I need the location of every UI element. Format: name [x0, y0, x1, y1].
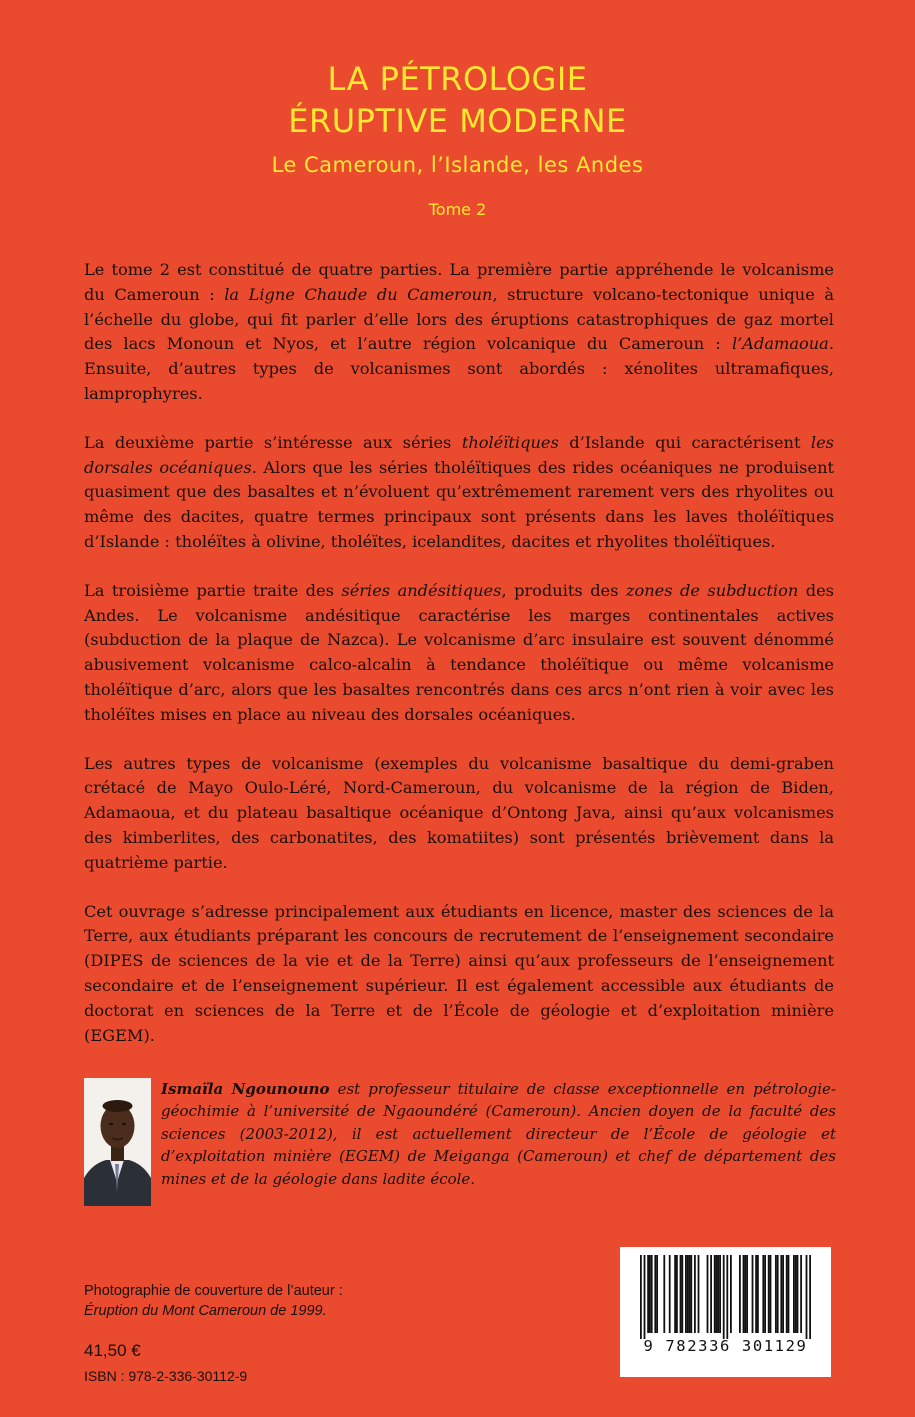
barcode-bar	[800, 1255, 802, 1333]
isbn: ISBN : 978-2-336-30112-9	[84, 1368, 248, 1384]
barcode-bar	[676, 1255, 678, 1333]
barcode-bar	[730, 1255, 732, 1333]
barcode-bar	[649, 1255, 651, 1333]
barcode-bar	[707, 1255, 709, 1333]
barcode-bar	[680, 1255, 682, 1333]
price: 41,50 €	[84, 1341, 141, 1360]
barcode-bar	[656, 1255, 658, 1333]
paragraph-5: Cet ouvrage s’adresse principalement aux étudiants en licence, master des sciences de la Terre, aux étudiants préparant les concours de recrutement de l’enseignement secondaire (DIPES de sciences de la vie et de la Terre) ainsi qu’aux professeurs de l’enseignement secondaire et de l’enseignement supérieur. Il est également accessible aux étudiants de doctorat en sciences de la Terre et de l’École de géologie et d’exploitation minière (EGEM).	[84, 901, 834, 1045]
barcode-bar	[768, 1255, 770, 1333]
barcode-bar	[809, 1255, 811, 1339]
barcode-bar	[780, 1255, 782, 1333]
barcode-bar	[777, 1255, 779, 1333]
volume-label: Tome 2	[428, 200, 487, 219]
barcode-bar	[797, 1255, 799, 1333]
barcode-bar	[806, 1255, 808, 1339]
barcode-bars	[620, 1247, 831, 1339]
barcode-bar	[716, 1255, 718, 1333]
book-title	[0, 58, 915, 142]
barcode-bar	[764, 1255, 766, 1333]
paragraph-3: La troisième partie traite des séries andésitiques, produits des zones de subduction des Andes. Le volcanisme andésitique caractérise les marges continentales actives (subduction de la plaque de Nazca). Le volcanisme d’arc insulaire est souvent dénommé abusivement volcanisme calco-alcalin à tendance tholéïtique ou même volcanisme tholéïtique d’arc, alors que les basaltes rencontrés dans ces arcs n’ont rien à voir avec les tholéïtes mises en place au niveau des dorsales océaniques.	[84, 580, 834, 724]
barcode-bar	[694, 1255, 696, 1333]
title-line-1: LA PÉTROLOGIE	[327, 60, 588, 98]
barcode-bar	[743, 1255, 745, 1333]
barcode-bar	[690, 1255, 692, 1333]
barcode-bar	[687, 1255, 689, 1333]
barcode-bar	[755, 1255, 757, 1333]
barcode-bar	[775, 1255, 777, 1333]
photo-credit-work: Éruption du Mont Cameroun de 1999.	[84, 1303, 327, 1319]
barcode-bar	[714, 1255, 716, 1333]
barcode-bar	[644, 1255, 646, 1339]
photo-credit	[84, 1281, 343, 1321]
book-subtitle: Le Cameroun, l’Islande, les Andes	[271, 153, 644, 177]
barcode-bar	[786, 1255, 788, 1333]
paragraph-4: Les autres types de volcanisme (exemples du volcanisme basaltique du demi-graben crétacé de Mayo Oulo-Léré, Nord-Cameroun, du volcanisme de la région de Biden, Adamaoua, et du plateau basaltique océanique d’Ontong Java, ainsi qu’aux volcanismes des kimberlites, des carbonatites, des komatiites) sont présentés brièvement dans la quatrième partie.	[84, 753, 834, 872]
barcode	[620, 1247, 831, 1377]
barcode-bar	[698, 1255, 700, 1333]
barcode-bar	[744, 1255, 746, 1333]
barcode-bar	[782, 1255, 784, 1333]
author-photo	[84, 1078, 151, 1206]
barcode-bar	[723, 1255, 725, 1339]
barcode-bar	[726, 1255, 728, 1339]
barcode-bar	[710, 1255, 712, 1333]
barcode-bar	[647, 1255, 649, 1333]
paragraph-2: La deuxième partie s’intéresse aux séries tholéïtiques d’Islande qui caractérisent les dorsales océaniques. Alors que les séries tholéïtiques des rides océaniques ne produisent quasiment que des basaltes et n’évoluent qu’extrêmement rarement vers des rhyolites ou même des dacites, quatre termes principaux sont présents dans les laves tholéïtiques d’Islande : tholéïtes à olivine, tholéïtes, icelandites, dacites et rhyolites tholéïtiques.	[84, 432, 834, 551]
author-bio	[161, 1078, 836, 1190]
barcode-bar	[674, 1255, 676, 1333]
barcode-bar	[685, 1255, 687, 1333]
paragraph-1: Le tome 2 est constitué de quatre parties. La première partie appréhende le volcanisme du Cameroun : la Ligne Chaude du Cameroun, structure volcano-tectonique unique à l’échelle du globe, qui fit parler d’elle lors des éruptions catastrophiques de gaz mortel des lacs Monoun et Nyos, et l’autre région volcanique du Cameroun : l’Adamaoua. Ensuite, d’autres types de volcanismes sont abordés : xénolites ultramafiques, lamprophyres.	[84, 260, 834, 403]
barcode-bar	[719, 1255, 721, 1333]
barcode-bar	[752, 1255, 754, 1333]
barcode-bar	[788, 1255, 790, 1333]
barcode-digits: 9 782336 301129	[643, 1337, 808, 1355]
barcode-bar	[746, 1255, 748, 1333]
barcode-bar	[770, 1255, 772, 1333]
barcode-bar	[717, 1255, 719, 1333]
barcode-bar	[669, 1255, 671, 1333]
title-line-2: ÉRUPTIVE MODERNE	[288, 102, 627, 140]
barcode-bar	[739, 1255, 741, 1333]
barcode-bar	[757, 1255, 759, 1333]
barcode-bar	[681, 1255, 683, 1333]
author-bio-text: est professeur titulaire de classe exceptionnelle en pétrologie-géochimie à l’université de Ngaoundéré (Cameroun). Ancien doyen de la faculté des sciences (2003-2012), il est actuellement directeur de l’École de géologie et d’exploitation minière (EGEM) de Meiganga (Cameroun) et chef de département des mines et de la géologie dans ladite école.	[161, 1080, 836, 1188]
barcode-bar	[689, 1255, 691, 1333]
photo-credit-label: Photographie de couverture de l’auteur :	[84, 1283, 343, 1299]
barcode-bar	[654, 1255, 656, 1333]
barcode-bar	[663, 1255, 665, 1333]
author-name: Ismaïla Ngounouno	[161, 1080, 330, 1098]
barcode-bar	[793, 1255, 795, 1333]
barcode-bar	[640, 1255, 642, 1339]
barcode-bar	[762, 1255, 764, 1333]
barcode-bar	[795, 1255, 797, 1333]
blurb	[84, 258, 834, 1072]
barcode-bar	[651, 1255, 653, 1333]
